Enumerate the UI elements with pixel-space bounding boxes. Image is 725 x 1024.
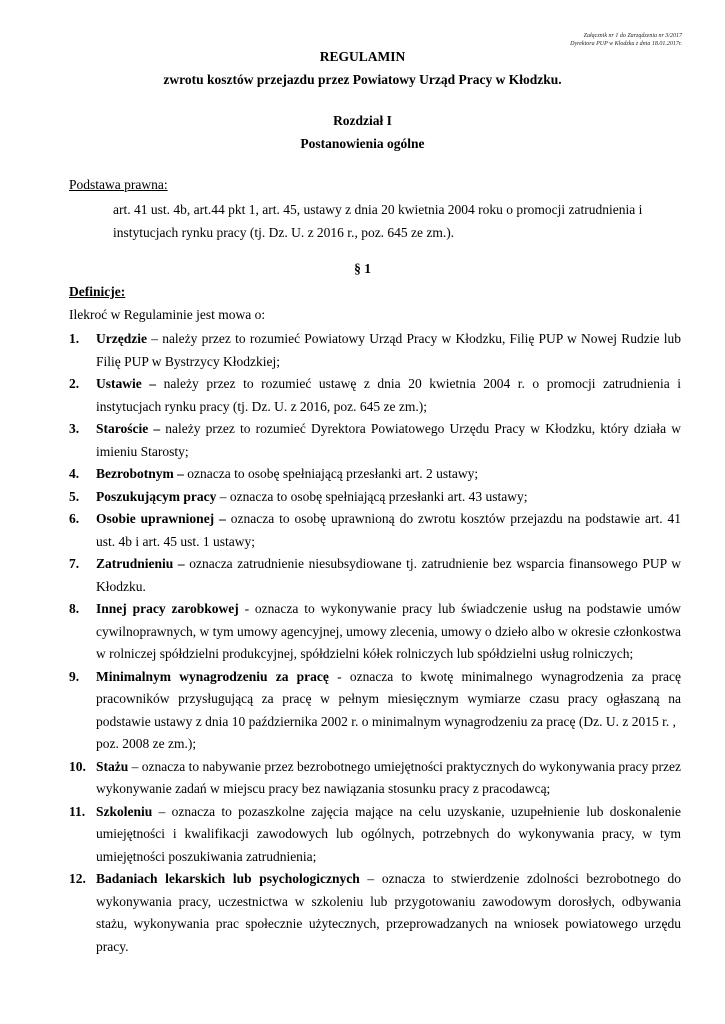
definition-term: Osobie uprawnionej – xyxy=(96,511,226,526)
definition-item xyxy=(69,553,681,598)
definition-item xyxy=(69,373,681,418)
definition-number: 2. xyxy=(69,376,80,391)
definition-term: Innej pracy zarobkowej xyxy=(96,601,239,616)
definition-item xyxy=(69,756,681,801)
definition-number: 6. xyxy=(69,511,80,526)
definition-term: Staroście – xyxy=(96,421,161,436)
definitions-title: Definicje: xyxy=(69,284,126,299)
definition-text: – oznacza to pozaszkolne zajęcia mające na celu uzyskanie, uzupełnienie lub doskonalenie umiejętności i kwalifikacji zawodowych lub ogólnych, potrzebnych do wykonywania pracy, w tym umiejętności poszukiwania zatrudnienia; xyxy=(96,803,681,864)
definition-term: Szkoleniu xyxy=(96,803,153,819)
definition-number: 11. xyxy=(69,803,86,819)
definition-term: Badaniach lekarskich lub psychologicznych xyxy=(96,871,360,886)
definition-item xyxy=(69,486,681,509)
definition-item xyxy=(69,598,681,666)
definition-number: 10. xyxy=(69,758,86,774)
definition-term: Minimalnym wynagrodzeniu za pracę xyxy=(96,668,329,684)
definition-term: Poszukującym pracy xyxy=(96,488,217,504)
definition-text: należy przez to rozumieć ustawę z dnia 20 kwietnia 2004 r. o promocji zatrudnienia i instytucjach rynku pracy (tj. Dz. U. z 2016, poz. 645 ze zm.); xyxy=(96,376,681,414)
definition-number: 4. xyxy=(69,466,80,481)
definition-text: – oznacza to nabywanie przez bezrobotnego umiejętności praktycznych do wykonywania pracy przez wykonywanie zadań w miejscu pracy bez nawiązania stosunku pracy z pracodawcą; xyxy=(96,758,681,796)
document-subtitle: zwrotu kosztów przejazdu przez Powiatowy Urząd Pracy w Kłodzku. xyxy=(163,72,562,87)
definition-text-tail: poz. 2008 ze zm.); xyxy=(96,736,197,751)
definition-number: 8. xyxy=(69,601,80,616)
definition-text: oznacza to osobę spełniającą przesłanki art. 2 ustawy; xyxy=(183,466,479,481)
definition-text: - oznacza to wykonywanie pracy lub świadczenie usług na podstawie umów cywilnoprawnych, w tym umowy agencyjnej, umowy zlecenia, umowy o dzieło albo w okresie członkostwa w rolniczej spółdzielni produkcyjnej, spółdzielni kółek rolniczych lub spółdzielni usług rolniczych; xyxy=(96,601,682,661)
definition-number: 3. xyxy=(69,421,80,436)
definition-item xyxy=(69,463,681,486)
legal-basis-label: Podstawa prawna: xyxy=(69,177,168,192)
definition-text: – oznacza to stwierdzenie zdolności bezrobotnego do wykonywania pracy, uczestnictwa w szkoleniu lub przygotowaniu zawodowym dorosłych, odbywania stażu, wykonywania prac społecznie użytecznych, przeprowadzanych na wniosek powiatowego urzędu pracy. xyxy=(96,871,681,954)
definition-item xyxy=(69,868,681,958)
document-title: REGULAMIN xyxy=(319,49,406,64)
definition-number: 1. xyxy=(69,331,80,346)
chapter-heading: Rozdział I xyxy=(333,113,392,128)
definition-text: oznacza zatrudnienie niesubsydiowane tj. zatrudnienie bez wsparcia finansowego PUP w Kłodzku. xyxy=(96,556,681,594)
definition-term: Urzędzie xyxy=(96,331,147,346)
annex-line-1: Załącznik nr 1 do Zarządzenia nr 3/2017 xyxy=(583,33,682,39)
section-symbol: § 1 xyxy=(354,261,371,276)
definition-number: 12. xyxy=(69,871,86,886)
definition-text: oznacza to osobę uprawnioną do zwrotu kosztów przejazdu na podstawie art. 41 ust. 4b i art. 45 ust. 1 ustawy; xyxy=(96,511,681,549)
definitions-list xyxy=(69,328,681,958)
definition-number: 5. xyxy=(69,488,80,504)
definition-item xyxy=(69,508,681,553)
definitions-intro: Ilekroć w Regulaminie jest mowa o: xyxy=(69,307,266,322)
definition-item xyxy=(69,328,681,373)
definition-number: 7. xyxy=(69,556,80,571)
definition-text: – oznacza to osobę spełniającą przesłanki art. 43 ustawy; xyxy=(216,488,528,504)
definition-text: należy przez to rozumieć Dyrektora Powiatowego Urzędu Pracy w Kłodzku, który działa w imieniu Starosty; xyxy=(96,421,681,459)
definition-text: - oznacza to kwotę minimalnego wynagrodzenia za pracę pracowników przysługującą za pracę w pełnym miesięcznym wymiarze czasu pracy ogłaszaną na podstawie ustawy z dnia 10 października 2002 r. o minimalnym wynagrodzeniu za pracę (Dz. U. z 2015 r. , xyxy=(96,668,681,729)
definition-item xyxy=(69,666,681,756)
annex-line-2: Dyrektora PUP w Kłodzku z dnia 18.01.2017r. xyxy=(570,41,682,47)
legal-basis-text: art. 41 ust. 4b, art.44 pkt 1, art. 45, ustawy z dnia 20 kwietnia 2004 roku o promocji zatrudnienia i instytucjach rynku pracy (tj. Dz. U. z 2016 r., poz. 645 ze zm.). xyxy=(113,202,643,240)
definition-text: – należy przez to rozumieć Powiatowy Urząd Pracy w Kłodzku, Filię PUP w Nowej Rudzie lub Filię PUP w Bystrzycy Kłodzkiej; xyxy=(96,331,681,369)
annex-note xyxy=(570,32,682,48)
definition-term: Stażu xyxy=(96,758,129,774)
chapter-title: Postanowienia ogólne xyxy=(300,136,425,151)
definition-term: Zatrudnieniu – xyxy=(96,556,185,571)
definition-number: 9. xyxy=(69,668,80,684)
definition-item xyxy=(69,418,681,463)
definition-term: Bezrobotnym – xyxy=(96,466,184,481)
definition-item xyxy=(69,801,681,869)
definition-term: Ustawie – xyxy=(96,376,157,391)
